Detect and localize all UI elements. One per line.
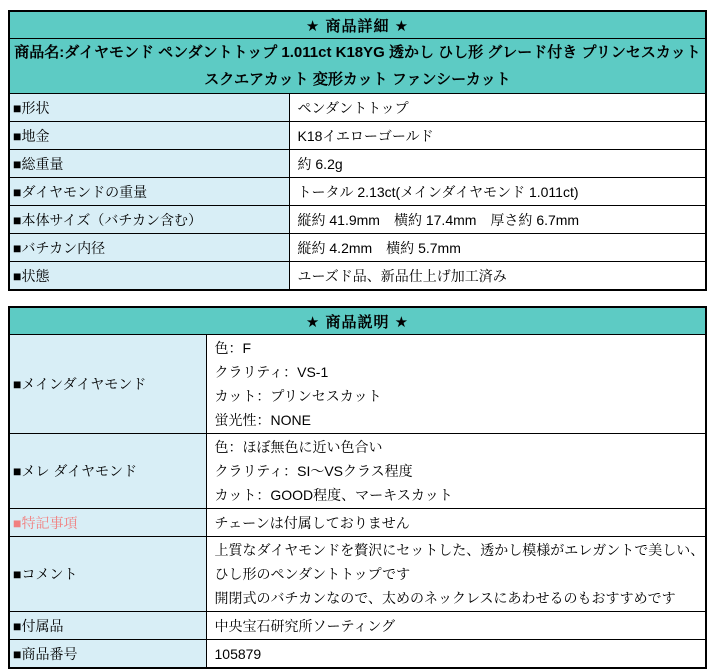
- row-value-melee-diamond: [206, 434, 706, 509]
- row-label-accessories: ■付属品: [9, 612, 206, 640]
- row-value-main-diamond: [206, 335, 706, 434]
- row-value-diamond-weight: トータル 2.13ct(メインダイヤモンド 1.011ct): [289, 178, 706, 206]
- table-header-row: [9, 11, 706, 39]
- product-details-title: ★ 商品詳細 ★: [9, 11, 706, 39]
- row-label-body-size: ■本体サイズ（バチカン含む）: [9, 206, 289, 234]
- product-description-title: ★ 商品説明 ★: [9, 307, 706, 335]
- row-value-condition: ユーズド品、新品仕上げ加工済み: [289, 262, 706, 291]
- product-name-row: [9, 39, 706, 94]
- table-header-row: [9, 307, 706, 335]
- row-value-comment: [206, 537, 706, 612]
- detail-line: 開閉式のバチカンなので、太めのネックレスにあわせるのもおすすめです: [214, 590, 676, 606]
- table-row: [9, 206, 706, 234]
- detail-line: カット：GOOD程度、マーキスカット: [214, 487, 453, 503]
- row-label-main-diamond: ■メインダイヤモンド: [9, 335, 206, 434]
- row-label-comment: ■コメント: [9, 537, 206, 612]
- detail-line: ひし形のペンダントトップです: [214, 566, 411, 582]
- table-row: [9, 178, 706, 206]
- table-row: [9, 640, 706, 669]
- row-value-special-notes: チェーンは付属しておりません: [206, 509, 706, 537]
- row-value-body-size: 縦約 41.9mm 横約 17.4mm 厚さ約 6.7mm: [289, 206, 706, 234]
- row-value-total-weight: 約 6.2g: [289, 150, 706, 178]
- row-label-special-notes: ■特記事項: [9, 509, 206, 537]
- row-label-diamond-weight: ■ダイヤモンドの重量: [9, 178, 289, 206]
- table-row: [9, 335, 706, 434]
- row-label-shape: ■形状: [9, 94, 289, 122]
- detail-line: クラリティ：SI～VSクラス程度: [214, 463, 413, 479]
- row-value-bail-diameter: 縦約 4.2mm 横約 5.7mm: [289, 234, 706, 262]
- row-label-product-number: ■商品番号: [9, 640, 206, 669]
- row-value-accessories: 中央宝石研究所ソーティング: [206, 612, 706, 640]
- table-row: [9, 150, 706, 178]
- row-value-shape: ペンダントトップ: [289, 94, 706, 122]
- row-label-melee-diamond: ■メレ ダイヤモンド: [9, 434, 206, 509]
- row-label-bail-diameter: ■バチカン内径: [9, 234, 289, 262]
- detail-line: 色：F: [214, 340, 252, 356]
- row-value-product-number: 105879: [206, 640, 706, 669]
- detail-line: 蛍光性：NONE: [214, 412, 311, 428]
- product-description-table: [8, 306, 707, 669]
- detail-line: カット：プリンセスカット: [214, 388, 382, 404]
- detail-line: クラリティ：VS-1: [214, 364, 329, 380]
- table-row: [9, 612, 706, 640]
- product-name: 商品名:ダイヤモンド ペンダントトップ 1.011ct K18YG 透かし ひし形 グレード付き プリンセスカット スクエアカット 変形カット ファンシーカット: [9, 39, 706, 94]
- row-label-condition: ■状態: [9, 262, 289, 291]
- detail-line: 上質なダイヤモンドを贅沢にセットした、透かし模様がエレガントで美しい、: [214, 542, 705, 558]
- table-row: [9, 509, 706, 537]
- table-row: [9, 537, 706, 612]
- table-row: [9, 262, 706, 291]
- table-row: [9, 234, 706, 262]
- table-row: [9, 434, 706, 509]
- detail-line: 色：ほぼ無色に近い色合い: [214, 439, 383, 455]
- row-label-metal: ■地金: [9, 122, 289, 150]
- row-label-total-weight: ■総重量: [9, 150, 289, 178]
- row-value-metal: K18イエローゴールド: [289, 122, 706, 150]
- table-row: [9, 122, 706, 150]
- product-details-table: [8, 10, 707, 291]
- table-row: [9, 94, 706, 122]
